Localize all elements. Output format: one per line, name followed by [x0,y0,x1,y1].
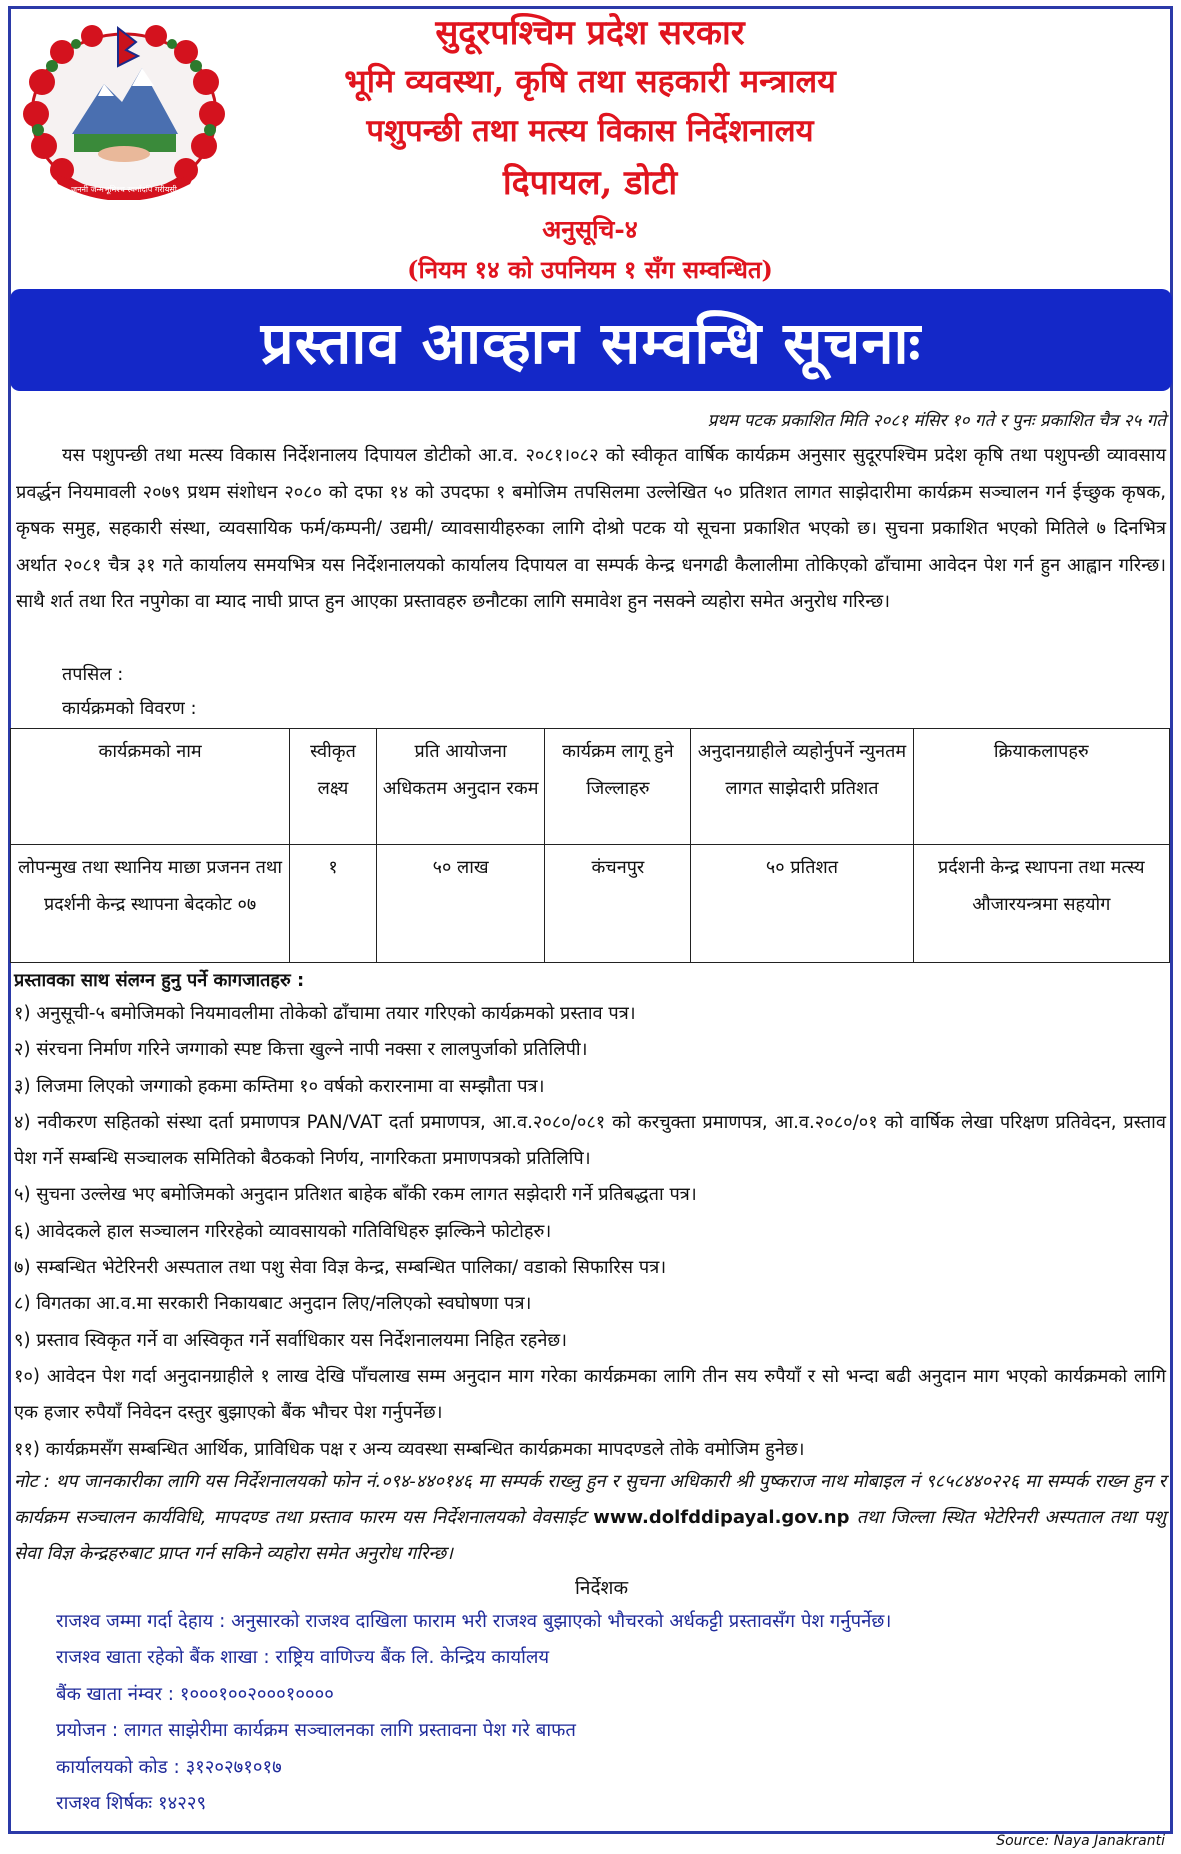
col-program-name: कार्यक्रमको नाम [11,729,290,845]
col-max-grant: प्रति आयोजना अधिकतम अनुदान रकम [376,729,545,845]
bank-branch: राजश्व खाता रहेको बैंक शाखा : राष्ट्रिय वाणिज्य बैंक लि. केन्द्रिय कार्यालय [56,1647,550,1669]
schedule-label: अनुसूचि-४ [542,215,638,244]
list-item: ४) नवीकरण सहितको संस्था दर्ता प्रमाणपत्र PAN/VAT दर्ता प्रमाणपत्र, आ.व.२०८०/०८१ को करचुक्ता प्रमाणपत्र, आ.व.२०८०/०१ को वार्षिक लेखा परिक्षण प्रतिवेदन, प्रस्ताव पेश गर्ने सम्बन्धि सञ्चालक समितिको बैठकको निर्णय, नागरिकता प्रमाणपत्रको प्रतिलिपि। [14,1111,1166,1170]
rule-reference: (नियम १४ को उपनियम १ सँग सम्वन्धित) [407,255,773,284]
website-link[interactable]: www.dolfddipayal.gov.np [593,1507,850,1528]
intro-paragraph: यस पशुपन्छी तथा मत्स्य विकास निर्देशनालय दिपायल डोटीको आ.व. २०८१।०८२ को स्वीकृत वार्षिक कार्यक्रम अनुसार सुदूरपश्चिम प्रदेश कृषि तथा पशुपन्छी व्यावसाय प्रवर्द्धन नियमावली २०७९ प्रथम संशोधन २०८० को दफा १४ को उपदफा १ बमोजिम तपसिलमा उल्लेखित ५० प्रतिशत लागत साझेदारीमा कार्यक्रम सञ्चालन गर्न ईच्छुक कृषक, कृषक समुह, सहकारी संस्था, व्यवसायिक फर्म/कम्पनी/ उद्यमी/ व्यावसायीहरुका लागि दोश्रो पटक यो सूचना प्रकाशित भएको छ। सुचना प्रकाशित भएको मितिले ७ दिनभित्र अर्थात २०८१ चैत्र ३१ गते कार्यालय समयभित्र यस निर्देशनालयको कार्यालय दिपायल वा सम्पर्क केन्द्र धनगढी कैलालीमा तोकिएको ढाँचामा आवेदन पेश गर्न हुन आह्वान गरिन्छ। साथै शर्त तथा रित नपुगेका वा म्याद नाघी प्राप्त हुन आएका प्रस्तावहरु छनौटका लागि समावेश हुन नसक्ने व्यहोरा समेत अनुरोध गरिन्छ। [16,445,1166,612]
office-code: कार्यालयको कोड : ३१२०२७१०१७ [56,1756,282,1778]
list-item: ७) सम्बन्धित भेटेरिनरी अस्पताल तथा पशु सेवा विज्ञ केन्द्र, सम्बन्धित पालिका/ वडाको सिफारिस पत्र। [14,1257,667,1279]
list-item: ८) विगतका आ.व.मा सरकारी निकायबाट अनुदान लिए/नलिएको स्वघोषणा पत्र। [14,1293,532,1315]
office-header [200,10,980,290]
program-details-label: कार्यक्रमको विवरण : [62,698,197,719]
cell-target: १ [290,845,377,963]
province-government: सुदूरपश्चिम प्रदेश सरकार [435,13,745,53]
bank-details [56,1604,1166,1822]
revenue-heading: राजश्व शिर्षकः १४२२९ [56,1793,207,1815]
program-table [10,728,1170,963]
table-header-row [11,729,1170,845]
director-signature-label: निर्देशक [575,1577,629,1599]
table-row [11,845,1170,963]
note-text-continued: तथा जिल्ला स्थित भेटेरिनरी अस्पताल तथा पशु सेवा विज्ञ केन्द्रहरुबाट प्राप्त गर्न सकिने व्यहोरा समेत अनुरोध गरिन्छ। [14,1507,1166,1564]
list-item: ९) प्रस्ताव स्विकृत गर्ने वा अस्विकृत गर्ने सर्वाधिकार यस निर्देशनालयमा निहित रहनेछ। [14,1329,568,1351]
cell-districts: कंचनपुर [545,845,691,963]
cell-program-name: लोपन्मुख तथा स्थानिय माछा प्रजनन तथा प्रदर्शनी केन्द्र स्थापना बेदकोट ०७ [11,845,290,963]
list-item: १०) आवेदन पेश गर्दा अनुदानग्राहीले १ लाख देखि पाँचलाख सम्म अनुदान माग गरेका कार्यक्रमका लागि तीन सय रुपैयाँ र सो भन्दा बढी अनुदान माग भएको कार्यक्रमको लागि एक हजार रुपैयाँ निवेदन दस्तुर बुझाएको बैंक भौचर पेश गर्नुपर्नेछ। [14,1365,1166,1424]
list-item: २) संरचना निर्माण गरिने जग्गाको स्पष्ट कित्ता खुल्ने नापी नक्सा र लालपुर्जाको प्रतिलिपी। [14,1039,588,1061]
note-text: नोट : थप जानकारीका लागि यस निर्देशनालयको फोन नं.०९४-४४०१४६ मा सम्पर्क राख्नु हुन र सुचना अधिकारी श्री पुष्कराज नाथ मोबाइल नं ९८५८४४०२२६ मा सम्पर्क राख्न हुन र कार्यक्रम सञ्चालन कार्यविधि, मापदण्ड तथा प्रस्ताव फारम यस निर्देशनालयको वेवसाईट [14,1471,1166,1528]
bank-account-number: बैंक खाता नंम्वर : १०००१००२०००१०००० [56,1683,334,1705]
col-cost-share: अनुदानग्राहीले व्यहोर्नुपर्ने न्युनतम लागत साझेदारी प्रतिशत [691,729,913,845]
col-districts: कार्यक्रम लागू हुने जिल्लाहरु [545,729,691,845]
revenue-deposit-instruction: राजश्व जम्मा गर्दा देहाय : अनुसारको राजश्व दाखिला फाराम भरी राजश्व बुझाएको भौचरको अर्धकट्टी प्रस्तावसँग पेश गर्नुपर्नेछ। [56,1611,892,1632]
cell-activities: प्रर्दशनी केन्द्र स्थापना तथा मत्स्य औजारयन्त्रमा सहयोग [913,845,1169,963]
list-item: ५) सुचना उल्लेख भए बमोजिमको अनुदान प्रतिशत बाहेक बाँकी रकम लागत सझेदारी गर्ने प्रतिबद्धता पत्र। [14,1184,697,1206]
col-activities: क्रियाकलापहरु [913,729,1169,845]
notice-title: प्रस्ताव आव्हान सम्वन्धि सूचनाः [260,308,922,377]
source-credit: Source: Naya Janakranti [996,1833,1165,1849]
publication-date: प्रथम पटक प्रकाशित मिति २०८१ मंसिर १० गते र पुनः प्रकाशित चैत्र २५ गते [707,411,1166,431]
list-item: ३) लिजमा लिएको जग्गाको हकमा कम्तिमा १० वर्षको करारनामा वा सम्झौता पत्र। [14,1075,545,1097]
list-item: ११) कार्यक्रमसँग सम्बन्धित आर्थिक, प्राविधिक पक्ष र अन्य व्यवस्था सम्बन्धित कार्यक्रमका मापदण्डले तोके वमोजिम हुनेछ। [14,1438,805,1460]
ministry-name: भूमि व्यवस्था, कृषि तथा सहकारी मन्त्रालय [344,62,836,100]
payment-purpose: प्रयोजन : लागत साझेरीमा कार्यक्रम सञ्चालनका लागि प्रस्तावना पेश गरे बाफत [56,1720,576,1742]
tapasil-label: तपसिल : [62,664,124,685]
note-paragraph [14,1464,1166,1572]
cell-max-grant: ५० लाख [376,845,545,963]
notice-banner [10,289,1172,391]
directorate-name: पशुपन्छी तथा मत्स्य विकास निर्देशनालय [366,113,814,149]
col-target: स्वीकृत लक्ष्य [290,729,377,845]
list-item: ६) आवेदकले हाल सञ्चालन गरिरहेको व्यावसायको गतिविधिहरु झल्किने फोटोहरु। [14,1220,552,1242]
required-documents-title: प्रस्तावका साथ संलग्न हुनु पर्ने कागजातहरु : [14,970,305,991]
office-location: दिपायल, डोटी [502,163,678,203]
nepal-emblem-icon [22,22,226,200]
emblem-motto: जननी जन्मभूमिश्च स्वर्गादपि गरीयसी [71,185,177,194]
list-item: १) अनुसूची-५ बमोजिमको नियमावलीमा तोकेको ढाँचामा तयार गरिएको कार्यक्रमको प्रस्ताव पत्र। [14,1003,636,1024]
required-documents-list [14,996,1166,1468]
cell-cost-share: ५० प्रतिशत [691,845,913,963]
